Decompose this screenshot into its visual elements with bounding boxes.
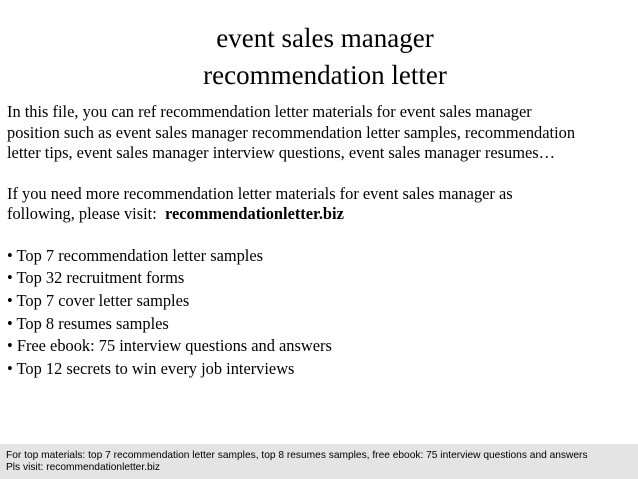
- materials-list: [7, 246, 635, 380]
- list-item: • Top 12 secrets to win every job interviews: [7, 358, 295, 378]
- document-title: [130, 20, 520, 94]
- title-line-2: recommendation letter: [203, 60, 447, 90]
- list-item: • Free ebook: 75 interview questions and answers: [7, 336, 332, 356]
- intro-paragraph: [7, 102, 635, 164]
- intro-line-3: letter tips, event sales manager interview questions, event sales manager resumes…: [7, 143, 555, 162]
- list-item: • Top 7 recommendation letter samples: [7, 245, 263, 265]
- visit-line-1: If you need more recommendation letter materials for event sales manager as: [7, 183, 513, 203]
- footer-line-2: Pls visit: recommendationletter.biz: [6, 461, 161, 473]
- visit-paragraph: [7, 184, 635, 225]
- list-item: • Top 32 recruitment forms: [7, 268, 185, 288]
- intro-line-2: position such as event sales manager recommendation letter samples, recommendation: [7, 122, 576, 142]
- list-item: • Top 8 resumes samples: [7, 313, 169, 333]
- footer-banner: [0, 444, 638, 479]
- document-body: [7, 102, 635, 382]
- website-link[interactable]: recommendationletter.biz: [164, 204, 344, 223]
- intro-line-1: In this file, you can ref recommendation letter materials for event sales manager: [7, 102, 532, 121]
- visit-line-2-prefix: following, please visit:: [7, 204, 165, 223]
- footer-line-1: For top materials: top 7 recommendation letter samples, top 8 resumes samples, free ebook: 75 interview questions and answers: [6, 450, 588, 461]
- list-item: • Top 7 cover letter samples: [7, 290, 190, 310]
- title-line-1: event sales manager: [216, 23, 434, 53]
